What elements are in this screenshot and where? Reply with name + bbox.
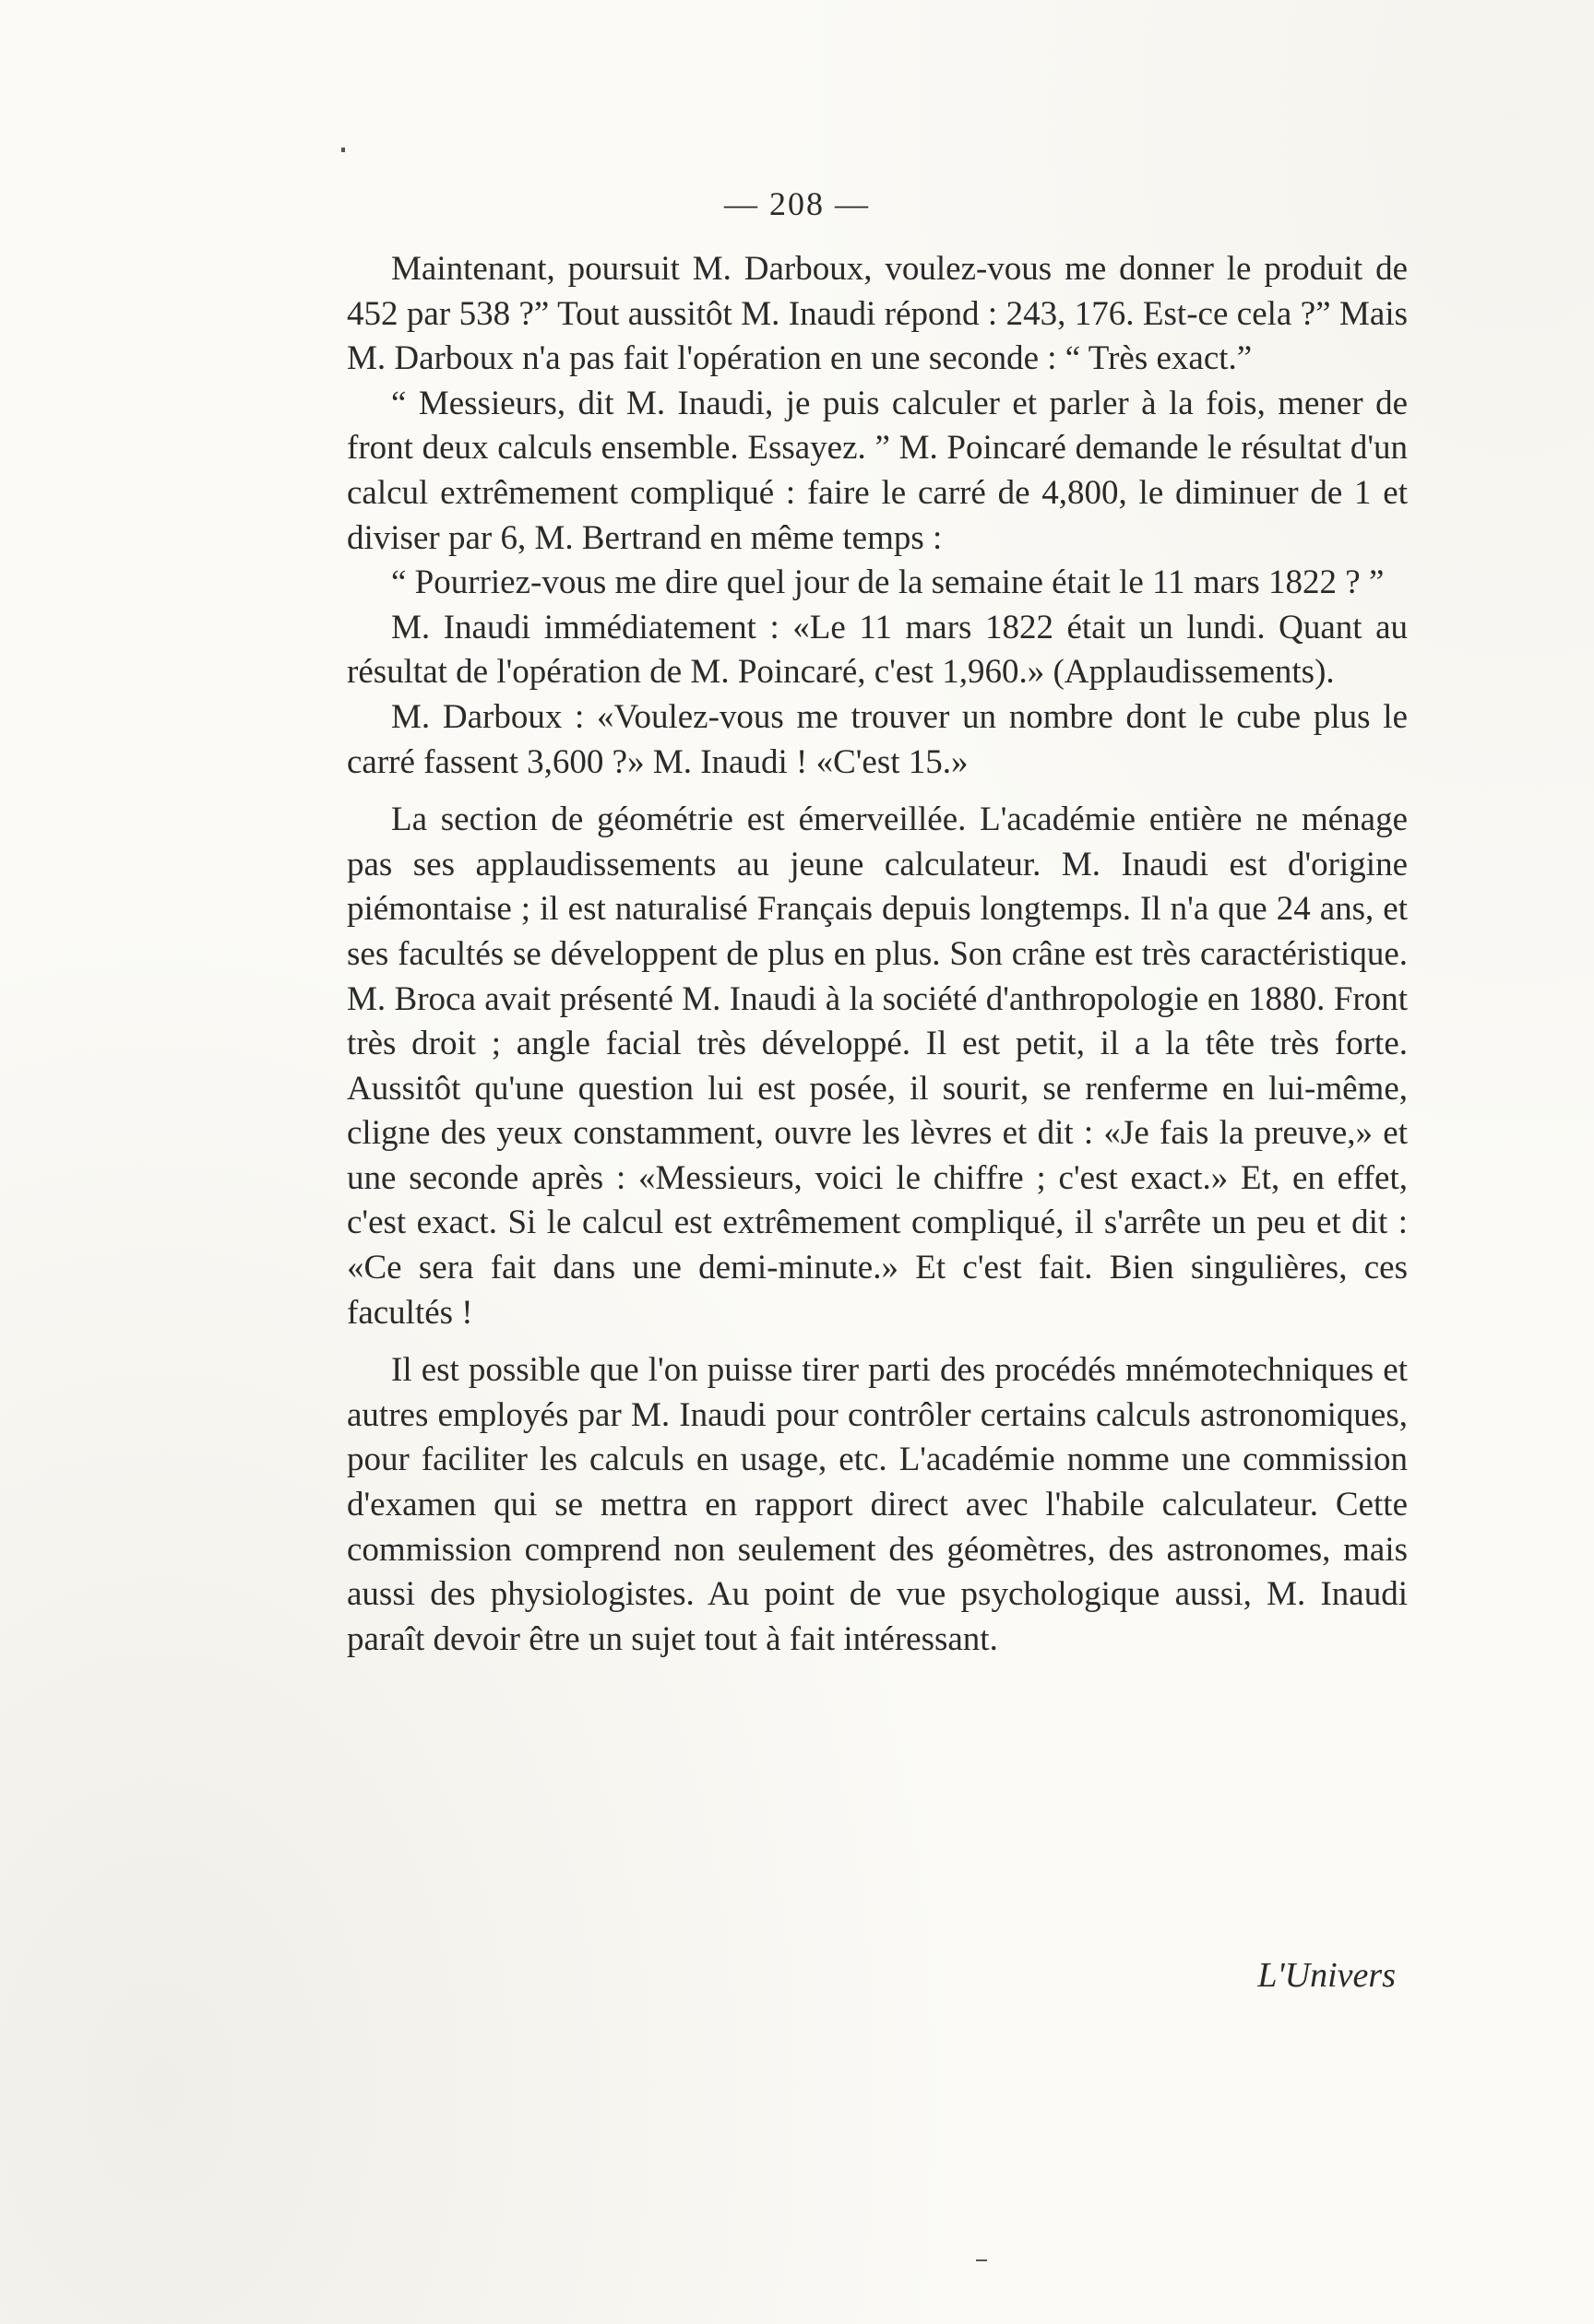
- ink-speck: [976, 2259, 987, 2261]
- paragraph-poincare-calculation: “ Messieurs, dit M. Inaudi, je puis calculer et parler à la fois, mener de front deux calculs ensemble. Essayez. ” M. Poincaré demande le résultat d'un calcul extrêmement compliqué : faire le carré de 4,800, le diminuer de 1 et diviser par 6, M. Bertrand en même temps :: [347, 384, 1408, 557]
- paragraph-academy-reaction: La section de géométrie est émerveillée. L'académie entière ne ménage pas ses applaudissements au jeune calculateur. M. Inaudi est d'origine piémontaise ; il est naturalisé Français depuis longtemps. Il n'a que 24 ans, et ses facultés se développent de plus en plus. Son crâne est très caractéristique. M. Broca avait présenté M. Inaudi à la société d'anthropologie en 1880. Front très droit ; angle facial très développé. Il est petit, il a la tête très forte. Aussitôt qu'une question lui est posée, il sourit, se renferme en lui-même, cligne des yeux constamment, ouvre les lèvres et dit : «Je fais la preuve,» et une seconde après : «Messieurs, voici le chiffre ; c'est exact.» Et, en effet, c'est exact. Si le calcul est extrêmement compliqué, il s'arrête un peu et dit : «Ce sera fait dans une demi-minute.» Et c'est fait. Bien singulières, ces facultés !: [347, 800, 1408, 1332]
- source-signature: L'Univers: [1257, 1956, 1396, 1995]
- paragraph-bertrand-question: “ Pourriez-vous me dire quel jour de la semaine était le 11 mars 1822 ? ”: [391, 563, 1385, 602]
- paragraph-commission: Il est possible que l'on puisse tirer parti des procédés mnémotechniques et autres employés par M. Inaudi pour contrôler certains calculs astronomiques, pour faciliter les calculs en usage, etc. L'académie nomme une commission d'examen qui se mettra en rapport direct avec l'habile calculateur. Cette commission comprend non seulement des géomètres, des astronomes, mais aussi des physiologistes. Au point de vue psychologique aussi, M. Inaudi paraît devoir être un sujet tout à fait intéressant.: [347, 1351, 1408, 1658]
- article-body: [347, 247, 1408, 1662]
- page-number: — 208 —: [724, 185, 870, 222]
- ink-speck: [341, 148, 345, 152]
- paragraph-darboux-product: Maintenant, poursuit M. Darboux, voulez-vous me donner le produit de 452 par 538 ?” Tout aussitôt M. Inaudi répond : 243, 176. Est-ce cela ?” Mais M. Darboux n'a pas fait l'opération en une seconde : “ Très exact.”: [347, 250, 1408, 378]
- paragraph-darboux-cube: M. Darboux : «Voulez-vous me trouver un nombre dont le cube plus le carré fassent 3,600 ?» M. Inaudi ! «C'est 15.»: [347, 697, 1408, 781]
- paragraph-inaudi-answer: M. Inaudi immédiatement : «Le 11 mars 1822 était un lundi. Quant au résultat de l'opération de M. Poincaré, c'est 1,960.» (Applaudissements).: [347, 608, 1408, 692]
